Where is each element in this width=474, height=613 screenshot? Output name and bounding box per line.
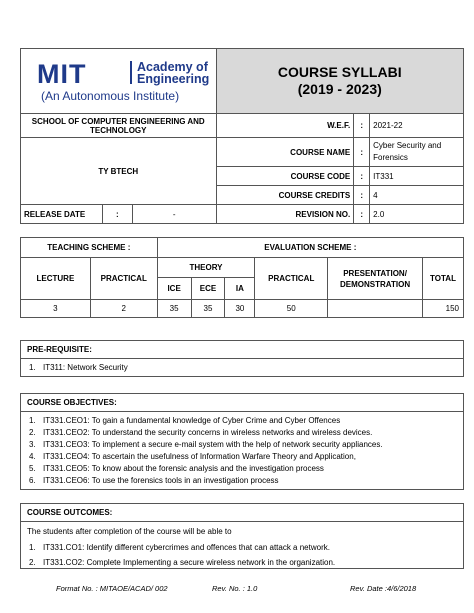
outcomes-heading: COURSE OUTCOMES: [21, 504, 463, 522]
revision-no-value: 2.0 [370, 205, 464, 224]
total-header: TOTAL [423, 258, 464, 300]
course-name-value: Cyber Security and Forensics [370, 138, 464, 167]
prerequisite-section [20, 340, 464, 377]
list-item: 3. IT331.CEO3: To implement a secure e-mail system with the help of network security appliances. [29, 440, 383, 449]
ece-value: 35 [191, 300, 225, 318]
syllabus-header-table [20, 48, 464, 224]
institute-logo [21, 49, 216, 113]
release-date-value: - [132, 205, 216, 224]
prerequisite-list [21, 359, 463, 376]
logo-divider [130, 61, 132, 84]
wef-label: W.E.F. [216, 114, 354, 138]
presentation-value [328, 300, 423, 318]
logo-cell [21, 49, 217, 114]
ice-value: 35 [157, 300, 191, 318]
course-credits-label: COURSE CREDITS [216, 186, 354, 205]
list-item: 6. IT331.CEO6: To use the forensics tools in an investigation process [29, 476, 279, 485]
colon: : [354, 186, 370, 205]
practical-header: PRACTICAL [90, 258, 157, 300]
footer-format-no: Format No. : MITAOE/ACAD/ 002 [56, 584, 168, 593]
list-item: 4. IT331.CEO4: To ascertain the usefulness of Information Warfare Theory and Application, [29, 452, 356, 461]
program-year: TY BTECH [21, 138, 217, 205]
list-item: 1. IT331.CO1: Identify different cybercrimes and offences that can attack a network. [29, 543, 330, 552]
ece-header: ECE [191, 278, 225, 300]
teaching-scheme-heading: TEACHING SCHEME : [21, 238, 158, 258]
course-title-cell [216, 49, 463, 114]
ice-header: ICE [157, 278, 191, 300]
course-name-label: COURSE NAME [216, 138, 354, 167]
scheme-table [20, 237, 464, 318]
list-item: 2. IT331.CEO2: To understand the security concerns in wireless networks and wireless devices. [29, 428, 373, 437]
colon: : [354, 167, 370, 186]
course-credits-value: 4 [370, 186, 464, 205]
list-item: 5. IT331.CEO5: To know about the forensic analysis and the investigation process [29, 464, 324, 473]
lecture-value: 3 [21, 300, 91, 318]
eval-practical-value: 50 [255, 300, 328, 318]
total-value: 150 [423, 300, 464, 318]
objectives-heading: COURSE OBJECTIVES: [21, 394, 463, 412]
footer-rev-date: Rev. Date :4/6/2018 [350, 584, 417, 593]
colon: : [354, 114, 370, 138]
theory-header: THEORY [157, 258, 255, 278]
course-code-label: COURSE CODE [216, 167, 354, 186]
ia-header: IA [225, 278, 255, 300]
presentation-header: PRESENTATION/ DEMONSTRATION [328, 258, 423, 300]
logo-academy-text: Academy of Engineering [137, 60, 210, 86]
objectives-list [21, 412, 463, 489]
objectives-section [20, 393, 464, 490]
outcomes-list [21, 538, 463, 572]
release-date-label: RELEASE DATE [21, 205, 103, 224]
colon: : [354, 138, 370, 167]
logo-mit-text: MIT [37, 59, 87, 89]
lecture-header: LECTURE [21, 258, 91, 300]
practical-value: 2 [90, 300, 157, 318]
outcomes-section [20, 503, 464, 569]
prerequisite-heading: PRE-REQUISITE: [21, 341, 463, 359]
footer-rev-no: Rev. No. : 1.0 [212, 584, 258, 593]
list-item: 1. IT331.CEO1: To gain a fundamental knowledge of Cyber Crime and Cyber Offences [29, 416, 341, 425]
school-name: SCHOOL OF COMPUTER ENGINEERING AND TECHNOLOGY [21, 114, 217, 138]
colon: : [102, 205, 132, 224]
evaluation-scheme-heading: EVALUATION SCHEME : [157, 238, 463, 258]
wef-value: 2021-22 [370, 114, 464, 138]
list-item: 1. IT311: Network Security [29, 363, 128, 372]
revision-no-label: REVISION NO. [216, 205, 354, 224]
ia-value: 30 [225, 300, 255, 318]
colon: : [354, 205, 370, 224]
course-code-value: IT331 [370, 167, 464, 186]
logo-subtitle: (An Autonomous Institute) [41, 89, 180, 103]
eval-practical-header: PRACTICAL [255, 258, 328, 300]
course-title: COURSE SYLLABI (2019 - 2023) [277, 64, 402, 97]
outcomes-intro: The students after completion of the course will be able to [27, 527, 232, 536]
list-item: 2. IT331.CO2: Complete Implementing a secure wireless network in the organization. [29, 558, 336, 567]
